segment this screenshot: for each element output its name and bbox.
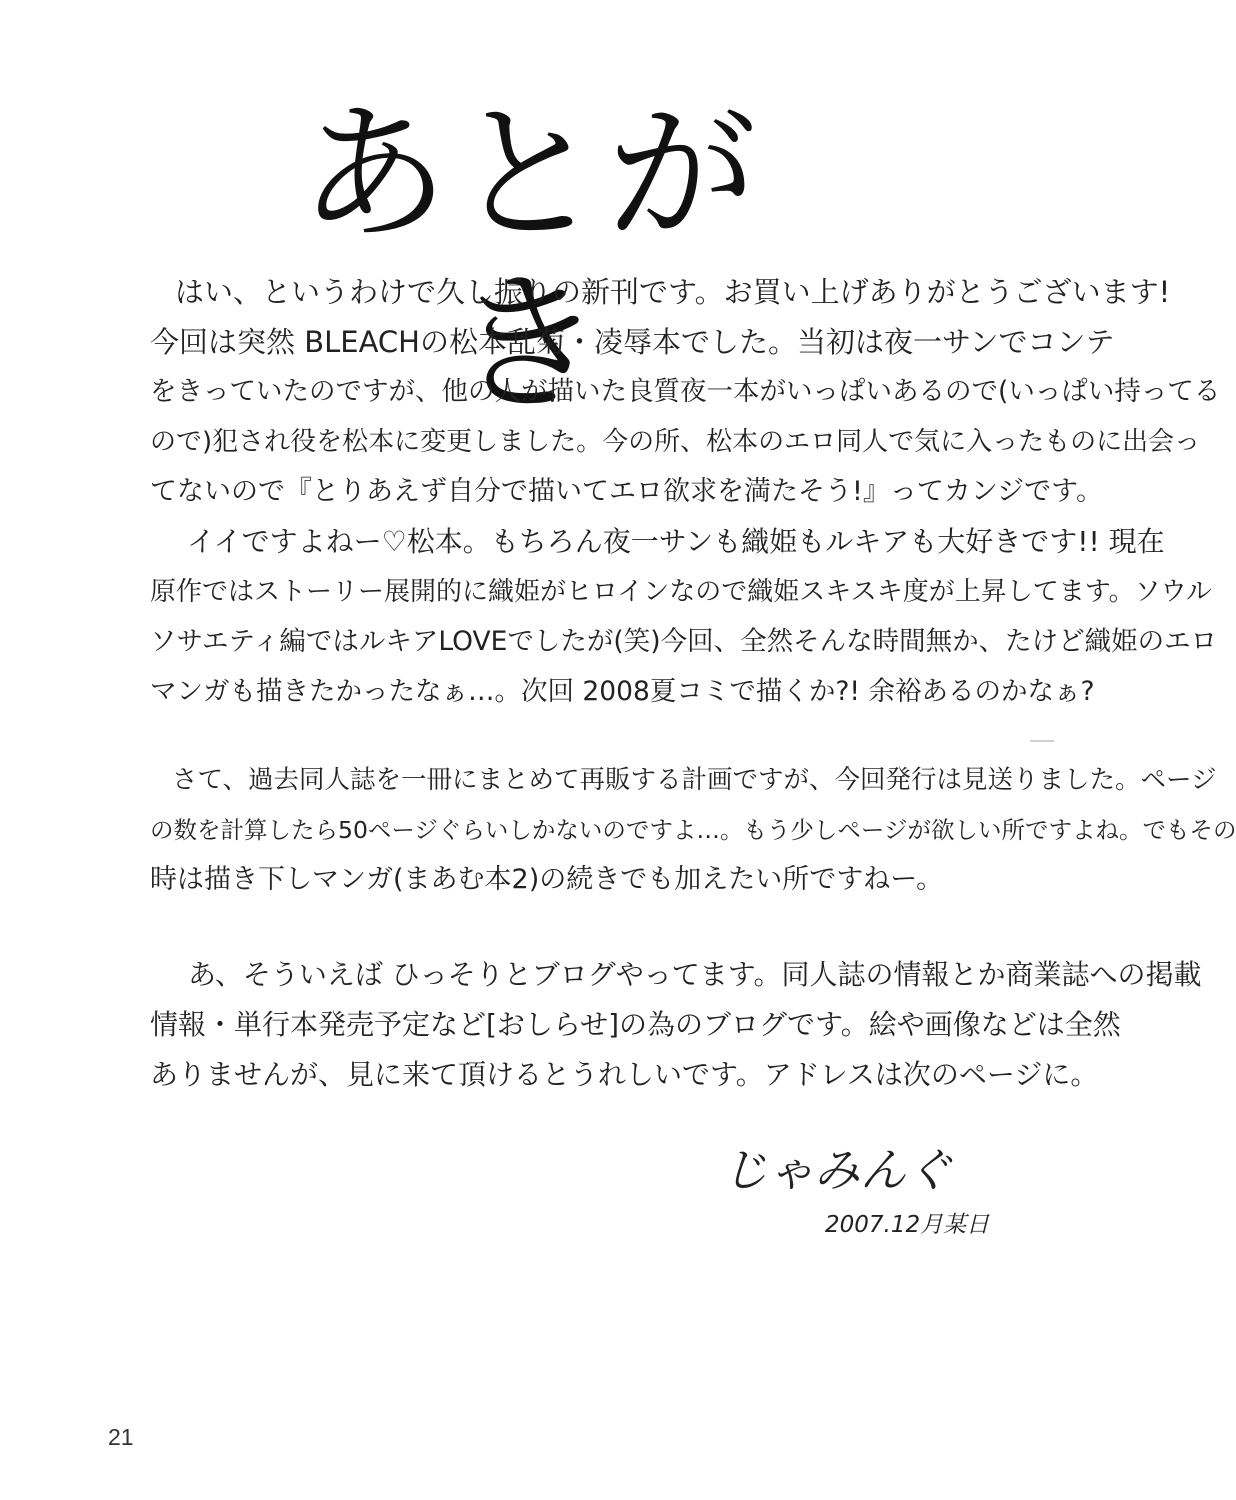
paragraph-1-line-4: ので)犯され役を松本に変更しました。今の所、松本のエロ同人で気に入ったものに出会っ — [150, 427, 1201, 457]
paragraph-1-line-3: をきっていたのですが、他の人が描いた良質夜一本がいっぱいあるので(いっぱい持ってる — [150, 376, 1221, 407]
paragraph-2-line-1: イイですよねー♡松本。もちろん夜一サンも織姫もルキアも大好きです!! 現在 — [187, 525, 1165, 558]
paragraph-2-line-4: マンガも描きたかったなぁ…。次回 2008夏コミで描くか?! 余裕あるのかなぁ? — [150, 676, 1095, 707]
paragraph-1-line-5: てないので『とりあえず自分で描いてエロ欲求を満たそう!』ってカンジです。 — [150, 476, 1103, 507]
margin-mark — [1030, 740, 1054, 742]
author-signature: じゃみんぐ — [722, 1143, 952, 1197]
paragraph-2-line-3: ソサエティ編ではルキアLOVEでしたが(笑)今回、全然そんな時間無か、たけど織姫のエロ — [150, 626, 1218, 657]
page-number: 21 — [108, 1424, 134, 1450]
page-title: あとがき — [298, 88, 761, 432]
paragraph-1-line-2: 今回は突然 BLEACHの松本乱菊・凌辱本でした。当初は夜一サンでコンテ — [150, 325, 1115, 359]
paragraph-3-line-1: さて、過去同人誌を一冊にまとめて再販する計画ですが、今回発行は見送りました。ページ — [172, 765, 1217, 795]
paragraph-4-line-2: 情報・単行本発売予定など[おしらせ]の為のブログです。絵や画像などは全然 — [150, 1008, 1121, 1041]
paragraph-4-line-1: あ、そういえば ひっそりとブログやってます。同人誌の情報とか商業誌への掲載 — [188, 958, 1202, 991]
paragraph-2-line-2: 原作ではストーリー展開的に織姫がヒロインなので織姫スキスキ度が上昇してます。ソウル — [150, 577, 1212, 607]
paragraph-4-line-3: ありませんが、見に来て頂けるとうれしいです。アドレスは次のページに。 — [150, 1058, 1099, 1091]
paragraph-1-line-1: はい、というわけで久し振りの新刊です。お買い上げありがとうございます! — [175, 275, 1171, 309]
paragraph-3-line-2: の数を計算したら50ページぐらいしかないのですよ…。もう少しページが欲しい所ですよね。でもその — [150, 816, 1236, 844]
paragraph-3-line-3: 時は描き下しマンガ(まあむ本2)の続きでも加えたい所ですねー。 — [150, 864, 944, 895]
signature-date: 2007.12月某日 — [825, 1212, 990, 1238]
